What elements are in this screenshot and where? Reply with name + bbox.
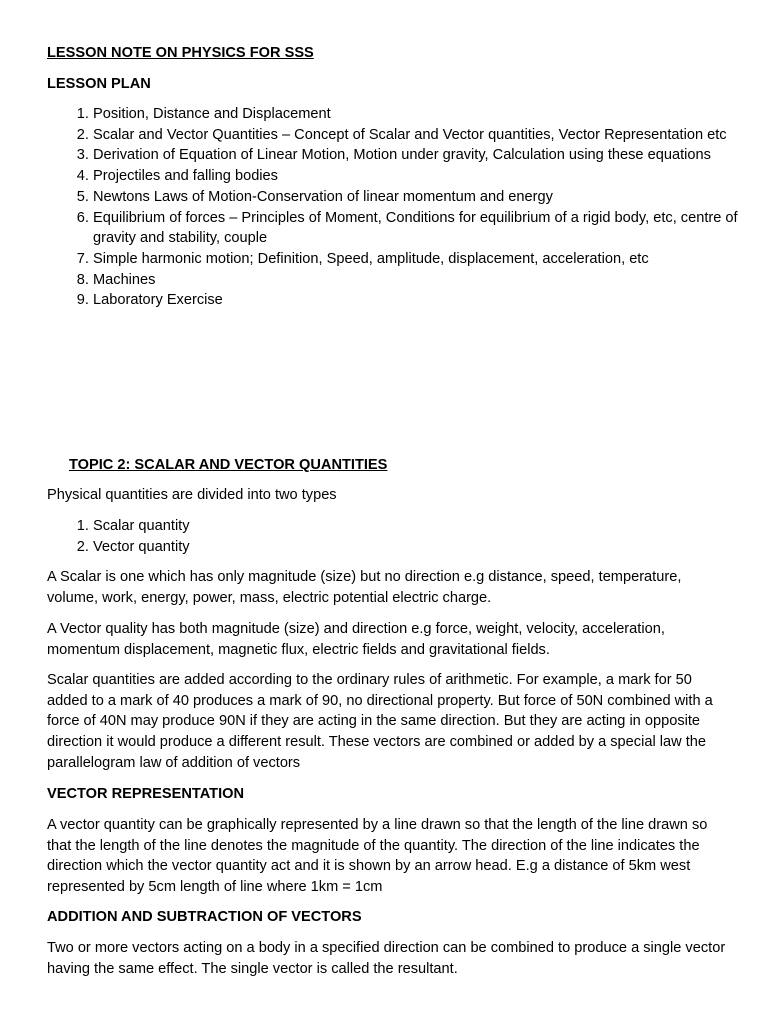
list-item: 6. Equilibrium of forces – Principles of Moment, Conditions for equilibrium of a rigid body, etc, centre of gravity and stability, couple — [93, 208, 768, 249]
list-item: 3. Derivation of Equation of Linear Motion, Motion under gravity, Calculation using these equations — [93, 145, 768, 166]
addition-subtraction-heading: ADDITION AND SUBTRACTION OF VECTORS — [47, 909, 362, 925]
list-item: 9. Laboratory Exercise — [93, 290, 768, 311]
list-item: 8. Machines — [93, 270, 768, 291]
topic-heading: TOPIC 2: SCALAR AND VECTOR QUANTITIES — [69, 457, 388, 473]
vector-representation-heading: VECTOR REPRESENTATION — [47, 786, 245, 802]
list-item: 4. Projectiles and falling bodies — [93, 166, 768, 187]
addition-paragraph: Scalar quantities are added according to the ordinary rules of arithmetic. For example, a mark for 50 added to a mark of 40 produces a mark of 90, no directional property. But force of 50N combined with a force of 40N may produce 90N if they are acting in the same direction. But they are acting in opposite direction it would produce a different result. These vectors are combined or added by a special law the parallelogram law of addition of vectors — [47, 672, 713, 771]
list-item: 7. Simple harmonic motion; Definition, Speed, amplitude, displacement, acceleration, etc — [93, 249, 768, 270]
intro-paragraph: Physical quantities are divided into two types — [47, 487, 337, 503]
vector-representation-paragraph: A vector quantity can be graphically represented by a line drawn so that the length of the line drawn so that the length of the line denotes the magnitude of the quantity. The direction of the line indicates the direction which the vector quantity act and it is shown by an arrow head. E.g a distance of 5km west represented by 5cm length of line where 1km = 1cm — [47, 817, 708, 896]
vector-paragraph: A Vector quality has both magnitude (size) and direction e.g force, weight, velocity, acceleration, momentum displacement, magnetic flux, electric fields and gravitational fields. — [47, 621, 665, 658]
list-item: 1. Scalar quantity — [93, 516, 190, 537]
list-item: 5. Newtons Laws of Motion-Conservation of linear momentum and energy — [93, 187, 768, 208]
lesson-plan-heading: LESSON PLAN — [47, 76, 151, 92]
list-item: 1. Position, Distance and Displacement — [93, 104, 768, 125]
scalar-paragraph: A Scalar is one which has only magnitude (size) but no direction e.g distance, speed, temperature, volume, work, energy, power, mass, electric potential electric charge. — [47, 569, 682, 606]
quantity-types-list — [47, 516, 190, 557]
list-item: 2. Vector quantity — [93, 537, 190, 558]
document-title: LESSON NOTE ON PHYSICS FOR SSS — [47, 45, 314, 61]
addition-subtraction-paragraph: Two or more vectors acting on a body in a specified direction can be combined to produce a single vector having the same effect. The single vector is called the resultant. — [47, 940, 726, 977]
lesson-plan-list — [47, 104, 768, 311]
list-item: 2. Scalar and Vector Quantities – Concept of Scalar and Vector quantities, Vector Representation etc — [93, 125, 768, 146]
